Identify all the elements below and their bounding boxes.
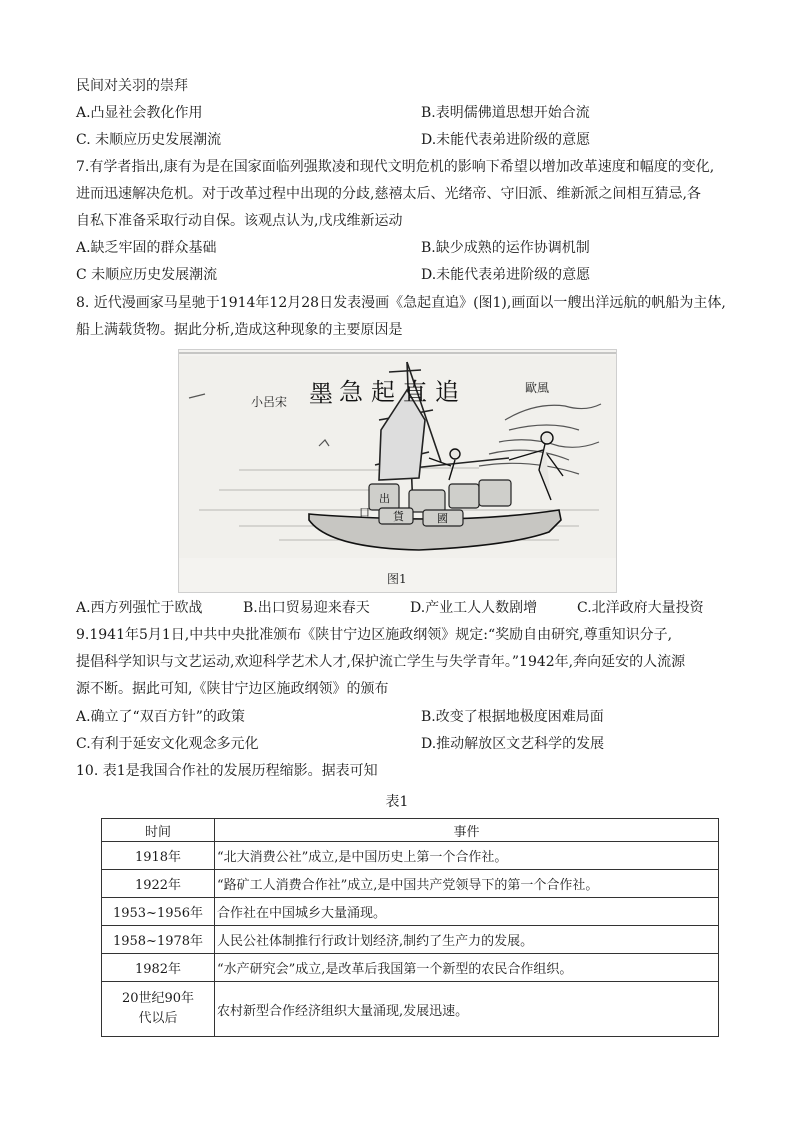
q7-stem-line1: 7.有学者指出,康有为是在国家面临列强欺凌和现代文明危机的影响下希望以增加改革速度和幅度的变化, — [76, 159, 715, 175]
table-cell-time: 1953~1956年 — [102, 898, 215, 926]
q10-stem-line1: 10. 表1是我国合作社的发展历程缩影。据表可知 — [76, 763, 378, 779]
q9-option-c[interactable]: C.有利于延安文化观念多元化 — [76, 736, 259, 752]
table-title: 表1 — [385, 794, 409, 810]
table-cell-event: 人民公社体制推行行政计划经济,制约了生产力的发展。 — [215, 926, 719, 954]
q9-option-a[interactable]: A.确立了“双百方针”的政策 — [76, 709, 245, 725]
q7-option-a[interactable]: A.缺乏牢固的群众基础 — [76, 240, 217, 256]
table-cell-event: “北大消费公社”成立,是中国历史上第一个合作社。 — [215, 842, 719, 870]
cargo-label-2: 口 — [359, 506, 370, 519]
table-row — [102, 870, 719, 898]
table-cell-time-line2: 代以后 — [138, 1011, 178, 1026]
q9-option-d[interactable]: D.推动解放区文艺科学的发展 — [421, 736, 605, 752]
cartoon-signature: 小呂宋 — [251, 395, 288, 409]
cartoon-figure — [178, 349, 617, 593]
q7-option-d[interactable]: D.未能代表弟进阶级的意愿 — [421, 267, 591, 283]
table-cell-time: 1922年 — [102, 870, 215, 898]
q9-stem-line3: 源不断。据此可知,《陕甘宁边区施政纲领》的颁布 — [76, 681, 389, 697]
table-cell-time-line1: 20世纪90年 — [121, 991, 195, 1006]
q7-stem-line2: 进而迅速解决危机。对于改革过程中出现的分歧,慈禧太后、光绪帝、守旧派、维新派之间相互猜忌,各 — [76, 186, 701, 202]
q7-option-c[interactable]: C 未顺应历史发展潮流 — [76, 267, 218, 283]
q8-option-d[interactable]: C.北洋政府大量投资 — [577, 600, 704, 616]
q8-option-c[interactable]: D.产业工人人数剧增 — [410, 600, 538, 616]
cartoon-illustration — [179, 350, 616, 592]
table-cell-time: 1958~1978年 — [102, 926, 215, 954]
table-row — [102, 842, 719, 870]
q9-option-b[interactable]: B.改变了根据地极度困难局面 — [421, 709, 604, 725]
table-cell-event: “水产研究会”成立,是改革后我国第一个新型的农民合作组织。 — [215, 954, 719, 982]
q6-stem-tail: 民间对关羽的崇拜 — [76, 78, 188, 94]
q8-option-a[interactable]: A.西方列强忙于欧战 — [76, 600, 203, 616]
table-cell-time: 1918年 — [102, 842, 215, 870]
q6-option-d[interactable]: D.未能代表弟进阶级的意愿 — [421, 132, 591, 148]
q7-option-b[interactable]: B.缺少成熟的运作协调机制 — [421, 240, 590, 256]
table-cell-event: “路矿工人消费合作社”成立,是中国共产党领导下的第一个合作社。 — [215, 870, 719, 898]
q9-stem-line2: 提倡科学知识与文艺运动,欢迎科学艺术人才,保护流亡学生与失学青年。”1942年,奔向延安的人流源 — [76, 654, 686, 670]
table-row — [102, 954, 719, 982]
table-header-row — [102, 819, 719, 842]
cartoon-title: 急起直追 — [339, 378, 467, 406]
table-cell-time — [102, 982, 215, 1037]
table-row — [102, 982, 719, 1037]
cargo-label-3: 貨 — [393, 510, 404, 523]
table-cell-event: 合作社在中国城乡大量涌现。 — [215, 898, 719, 926]
q6-option-a[interactable]: A.凸显社会教化作用 — [76, 105, 203, 121]
q8-option-b[interactable]: B.出口贸易迎来春天 — [243, 600, 370, 616]
q6-option-b[interactable]: B.表明儒佛道思想开始合流 — [421, 105, 590, 121]
cooperative-history-table — [101, 818, 719, 1037]
q8-stem-line2: 船上满载货物。据此分析,造成这种现象的主要原因是 — [76, 322, 403, 338]
q7-stem-line3: 自私下准备采取行动自保。该观点认为,戊戌维新运动 — [76, 213, 403, 229]
sky-label: 歐風 — [525, 381, 550, 395]
cartoon-stamp: 墨 — [309, 380, 333, 408]
figure-caption: 图1 — [387, 572, 407, 586]
table-header-time: 时间 — [102, 819, 215, 842]
cargo-label-1: 出 — [379, 492, 390, 505]
table-header-event: 事件 — [215, 819, 719, 842]
q6-option-c[interactable]: C. 未顺应历史发展潮流 — [76, 132, 222, 148]
table-row — [102, 926, 719, 954]
table-cell-time: 1982年 — [102, 954, 215, 982]
cargo-label-4: 國 — [437, 512, 448, 525]
q8-stem-line1: 8. 近代漫画家马星驰于1914年12月28日发表漫画《急起直追》(图1),画面以一艘出洋远航的帆船为主体, — [76, 295, 726, 311]
q9-stem-line1: 9.1941年5月1日,中共中央批准颁布《陕甘宁边区施政纲领》规定:“奖励自由研究,尊重知识分子, — [76, 627, 673, 643]
table-cell-event: 农村新型合作经济组织大量涌现,发展迅速。 — [215, 982, 719, 1037]
table-row — [102, 898, 719, 926]
